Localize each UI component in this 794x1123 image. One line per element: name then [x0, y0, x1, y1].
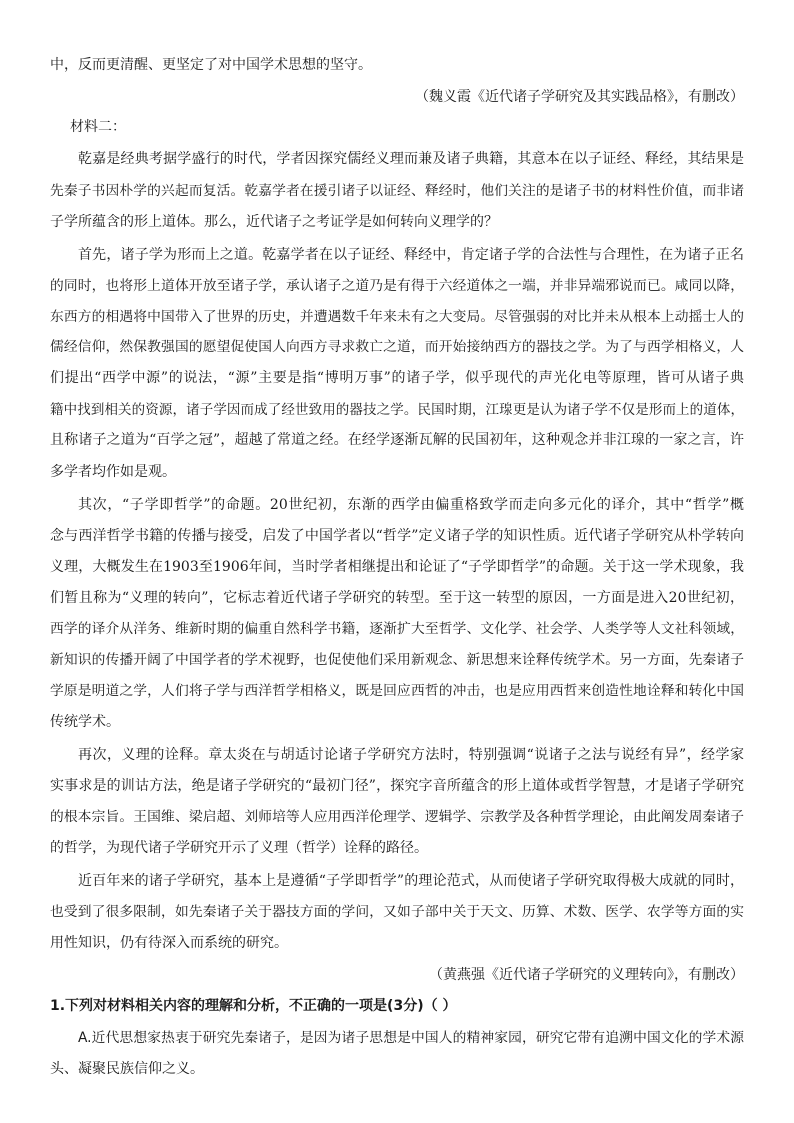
paragraph-line: 近百年来的诸子学研究，基本上是遵循“子学即哲学”的理论范式，从而使诸子学研究取得极大成就的同时， [78, 873, 744, 889]
paragraph-line: 义理，大概发生在1903至1906年间，当时学者相继提出和论证了“子学即哲学”的命题。关于这一学术现象，我 [50, 559, 744, 575]
paragraph-line: 其次，“子学即哲学”的命题。20世纪初，东渐的西学由偏重格致学而走向多元化的译介，其中“哲学”概 [78, 497, 744, 513]
paragraph-line: 再次，义理的诠释。章太炎在与胡适讨论诸子学研究方法时，特别强调“说诸子之法与说经有异”，经学家 [78, 747, 744, 763]
paragraph-line: 儒经信仰，然保教强国的愿望促使国人向西方寻求救亡之道，而开始接纳西方的器技之学。为了与西学相格义，人 [50, 339, 744, 355]
paragraph-line: 西学的译介从洋务、维新时期的偏重自然科学书籍，逐渐扩大至哲学、文化学、社会学、人类学等人文社科领域， [50, 621, 744, 637]
paragraph-line: 用性知识，仍有待深入而系统的研究。 [50, 935, 288, 951]
paragraph-line: 籍中找到相关的资源，诸子学因而成了经世致用的器技之学。民国时期，江瑔更是认为诸子学不仅是形而上的道体， [50, 402, 744, 418]
paragraph-line: 的根本宗旨。王国维、梁启超、刘师培等人应用西洋伦理学、逻辑学、宗教学及各种哲学理论，由此阐发周秦诸子 [50, 809, 744, 825]
paragraph-line: 的哲学，为现代诸子学研究开示了义理（哲学）诠释的路径。 [50, 840, 428, 856]
paragraph-line: 们提出“西学中源”的说法，“源”主要是指“博明万事”的诸子学，似乎现代的声光化电等原理，皆可从诸子典 [50, 370, 744, 386]
material2-heading: 材料二： [70, 119, 126, 135]
paragraph-line: 们暂且称为“义理的转向”，它标志着近代诸子学研究的转型。至于这一转型的原因，一方面是进入20世纪初， [50, 590, 744, 606]
paragraph-line: 首先，诸子学为形而上之道。乾嘉学者在以子证经、释经中，肯定诸子学的合法性与合理性，在为诸子正名 [78, 247, 744, 263]
paragraph-line: 先秦子书因朴学的兴起而复活。乾嘉学者在援引诸子以证经、释经时，他们关注的是诸子书的材料性价值，而非诸 [50, 183, 744, 199]
paragraph-line: 且称诸子之道为“百学之冠”，超越了常道之经。在经学逐渐瓦解的民国初年，这种观念并非江瑔的一家之言，许 [50, 432, 744, 448]
paragraph-line: 乾嘉是经典考据学盛行的时代，学者因探究儒经义理而兼及诸子典籍，其意本在以子证经、释经，其结果是 [78, 151, 744, 167]
paragraph-line: 子学所蕴含的形上道体。那么，近代诸子之考证学是如何转向义理学的？ [50, 214, 498, 230]
paragraph-line: 传统学术。 [50, 714, 120, 730]
material2-source: （黄燕强《近代诸子学研究的义理转向》，有删改） [429, 967, 744, 983]
option-a-line: A.近代思想家热衷于研究先秦诸子，是因为诸子思想是中国人的精神家园，研究它带有追溯中国文化的学术源 [78, 1030, 744, 1046]
material1-last-line: 中，反而更清醒、更坚定了对中国学术思想的坚守。 [50, 57, 372, 73]
paragraph-line: 实事求是的训诂方法，绝是诸子学研究的“最初门径”，探究字音所蕴含的形上道体或哲学智慧，才是诸子学研究 [50, 778, 744, 794]
paragraph-line: 东西方的相遇将中国带入了世界的历史，并遭遇数千年来未有之大变局。尽管强弱的对比并未从根本上动摇士人的 [50, 309, 744, 325]
paragraph-line: 多学者均作如是观。 [50, 464, 176, 480]
option-a-line: 头、凝聚民族信仰之义。 [50, 1061, 204, 1077]
paragraph-line: 念与西洋哲学书籍的传播与接受，启发了中国学者以“哲学”定义诸子学的知识性质。近代诸子学研究从朴学转向 [50, 528, 744, 544]
paragraph-line: 的同时，也将形上道体开放至诸子学，承认诸子之道乃是有得于六经道体之一端，并非异端邪说而已。咸同以降， [50, 278, 744, 294]
paragraph-line: 新知识的传播开阔了中国学者的学术视野，也促使他们采用新观念、新思想来诠释传统学术。另一方面，先秦诸子 [50, 652, 744, 668]
material1-source: （魏义霞《近代诸子学研究及其实践品格》，有删改） [415, 89, 744, 105]
question-stem: 1.下列对材料相关内容的理解和分析，不正确的一项是(3分)（ ） [50, 998, 457, 1014]
paragraph-line: 也受到了很多限制，如先秦诸子关于器技方面的学问，又如子部中关于天文、历算、术数、医学、农学等方面的实 [50, 904, 744, 920]
paragraph-line: 学原是明道之学，人们将子学与西洋哲学相格义，既是回应西哲的冲击，也是应用西哲来创造性地诠释和转化中国 [50, 683, 744, 699]
